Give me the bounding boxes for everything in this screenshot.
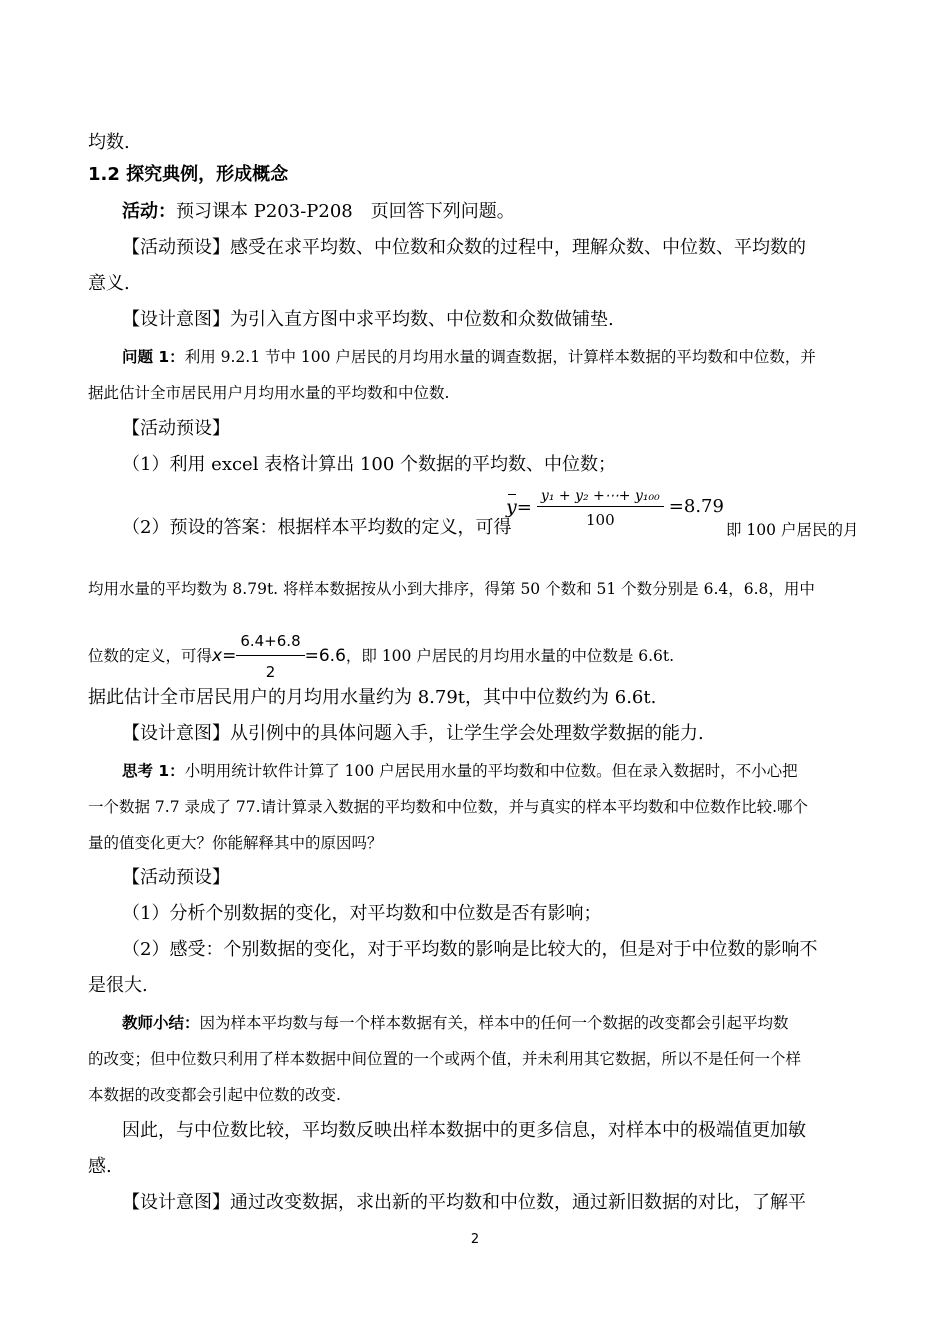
- paragraph-line: 量的值变化更大？你能解释其中的原因吗？: [88, 834, 383, 852]
- thinking-text: 小明用统计软件计算了 100 户居民用水量的平均数和中位数。但在录入数据时，不小心把: [184, 762, 798, 780]
- median-fraction: [236, 629, 304, 684]
- question-text: 利用 9.2.1 节中 100 户居民的月均用水量的调查数据，计算样本数据的平均数和中位数，并: [184, 348, 816, 366]
- mean-numerator: y₁ + y₂ +⋯+ y₁₀₀: [537, 488, 664, 507]
- paragraph-line: 据此估计全市居民用户月均用水量的平均数和中位数.: [88, 384, 450, 402]
- paragraph-line: 均用水量的平均数为 8.79t. 将样本数据按从小到大排序，得第 50 个数和 51 个数分别是 6.4，6.8，用中: [88, 580, 815, 598]
- paragraph-line: 一个数据 7.7 录成了 77.请计算录入数据的平均数和中位数，并与真实的样本平均数和中位数作比较.哪个: [88, 798, 809, 816]
- question-line: [122, 345, 816, 369]
- mean-denominator: 100: [585, 511, 615, 529]
- preset-heading: 【活动预设】: [122, 867, 230, 888]
- paragraph-line: 是很大.: [88, 975, 148, 996]
- median-numerator: 6.4+6.8: [236, 629, 304, 656]
- activity-text: 预习课本 P203-P208 页回答下列问题。: [176, 201, 515, 222]
- paragraph-line: 本数据的改变都会引起中位数的改变.: [88, 1086, 341, 1104]
- median-denominator: 2: [265, 662, 276, 681]
- thinking-line: [122, 759, 798, 783]
- activity-label: 活动：: [122, 201, 176, 222]
- page-number: 2: [470, 1232, 480, 1247]
- summary-text: 因为样本平均数与每一个样本数据有关，样本中的任何一个数据的改变都会引起平均数: [199, 1014, 789, 1032]
- mean-fraction: [537, 488, 664, 529]
- activity-line: [122, 200, 515, 224]
- summary-line: [122, 1011, 789, 1035]
- paragraph-line: 均数.: [88, 132, 130, 153]
- paragraph-line: 意义.: [88, 273, 130, 294]
- median-post: ，即 100 户居民的月均用水量的中位数是 6.6t.: [345, 647, 675, 665]
- design-intent-line: 【设计意图】通过改变数据，求出新的平均数和中位数，通过新旧数据的对比，了解平: [122, 1192, 806, 1213]
- paragraph-line: （2）感受：个别数据的变化，对于平均数的影响是比较大的，但是对于中位数的影响不: [122, 939, 818, 960]
- paragraph-line: （1）分析个别数据的变化，对平均数和中位数是否有影响；: [122, 903, 602, 924]
- median-pre: 位数的定义，可得: [88, 647, 213, 665]
- thinking-label: 思考 1：: [122, 762, 185, 780]
- mean-formula: [506, 488, 724, 529]
- paragraph-line: 感.: [88, 1156, 112, 1177]
- paragraph-line: 【活动预设】感受在求平均数、中位数和众数的过程中，理解众数、中位数、平均数的: [122, 237, 806, 258]
- paragraph-line: 的改变；但中位数只利用了样本数据中间位置的一个或两个值，并未利用其它数据，所以不是任何一个样: [88, 1050, 802, 1068]
- design-intent-line: 【设计意图】从引例中的具体问题入手，让学生学会处理数学数据的能力.: [122, 723, 704, 744]
- summary-label: 教师小结：: [122, 1014, 200, 1032]
- preset-heading: 【活动预设】: [122, 418, 230, 439]
- design-intent-line: 【设计意图】为引入直方图中求平均数、中位数和众数做铺垫.: [122, 309, 614, 330]
- paragraph-line: 即 100 户居民的月: [726, 521, 859, 539]
- mean-result: =8.79: [668, 496, 724, 517]
- section-heading: 1.2 探究典例，形成概念: [88, 164, 289, 185]
- formula-eq: =: [516, 497, 532, 518]
- formula-lhs: y: [506, 496, 517, 518]
- question-label: 问题 1：: [122, 348, 185, 366]
- paragraph-line: （1）利用 excel 表格计算出 100 个数据的平均数、中位数；: [122, 454, 616, 475]
- paragraph-line: 据此估计全市居民用户的月均用水量约为 8.79t，其中中位数约为 6.6t.: [88, 687, 657, 708]
- median-result: =6.6: [304, 646, 346, 666]
- paragraph-line: （2）预设的答案：根据样本平均数的定义，可得: [122, 517, 512, 538]
- median-line: [88, 631, 675, 681]
- median-lhs: x=: [212, 646, 237, 666]
- paragraph-line: 因此，与中位数比较，平均数反映出样本数据中的更多信息，对样本中的极端值更加敏: [122, 1120, 806, 1141]
